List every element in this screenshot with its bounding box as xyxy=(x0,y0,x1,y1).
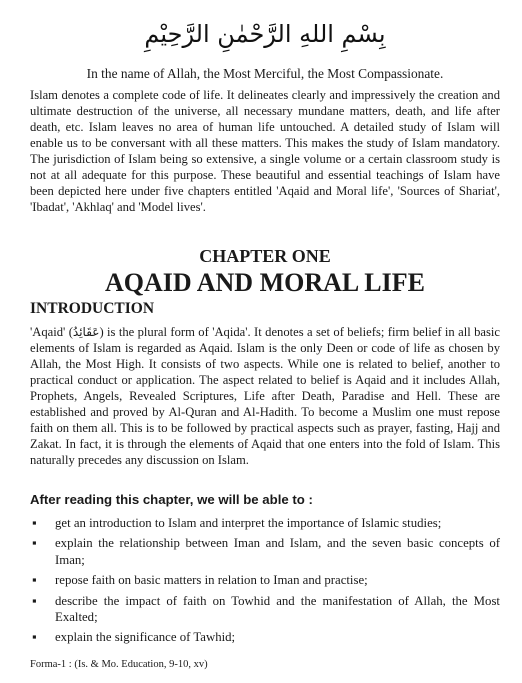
bismillah-calligraphy: بِسْمِ اللهِ الرَّحْمٰنِ الرَّحِيْمِ xyxy=(144,20,386,48)
objective-text: explain the significance of Tawhid; xyxy=(55,630,236,645)
aqaid-paragraph xyxy=(30,324,500,468)
objective-text: repose faith on basic matters in relation to Iman and practise; xyxy=(55,573,368,588)
objective-item xyxy=(30,572,500,588)
aqaid-body: ) is the plural form of 'Aqida'. It denotes a set of beliefs; firm belief in all basic elements of Islam is regarded as Aqaid. Islam is the only Deen or code of life as chosen by Allah, the Most High. It consists of two aspects. While one is related to belief, another to practical conduct or application. The aspect related to belief is Aqaid and it includes Allah, Prophets, Angels, Revealed Scriptures, Life after Death, Paradise and Hell. These are established and proved by Al-Quran and Al-Hadith. To become a Muslim one must repose faith on them all. This is to be followed by practical aspects such as prayer, fasting, Hajj and Zakat. In fact, it is through the elements of Aqaid that one enters into the fold of Islam. This naturally precedes any discussion on Islam. xyxy=(30,325,500,467)
objective-item xyxy=(30,593,500,626)
chapter-number: CHAPTER ONE xyxy=(199,246,331,266)
bullet-icon: ▪ xyxy=(32,593,37,608)
bullet-icon: ▪ xyxy=(32,573,37,588)
objective-text: describe the impact of faith on Towhid and the manifestation of Allah, the Most Exalted; xyxy=(55,593,500,625)
intro-paragraph: Islam denotes a complete code of life. It delineates clearly and impressively the creation and ultimate destruction of the universe, all necessary mundane matters, death, and life after death, etc. Islam leaves no area of human life untouched. A detailed study of Islam will enable us to be conversant with all these matters. This makes the study of Islam mandatory. The jurisdiction of Islam being so extensive, a single volume or a certain classroom study is not at all adequate for this purpose. These beautiful and essential teachings of Islam have been depicted here under five chapters entitled 'Aqaid and Moral life', 'Sources of Shariat', 'Ibadat', 'Akhlaq' and 'Model lives'. xyxy=(30,88,500,214)
aqaid-lead: 'Aqaid' ( xyxy=(30,325,73,339)
objectives-list xyxy=(30,515,500,650)
aqaid-arabic-term: عَقَائِدُ xyxy=(72,325,100,339)
objective-text: explain the relationship between Iman and Islam, and the seven basic concepts of Iman; xyxy=(55,536,500,567)
objective-item xyxy=(30,515,500,531)
document-page xyxy=(30,0,500,683)
page-footer: Forma-1 : (Is. & Mo. Education, 9-10, xv) xyxy=(30,659,208,670)
objective-item xyxy=(30,535,500,568)
objective-text: get an introduction to Islam and interpret the importance of Islamic studies; xyxy=(55,516,442,530)
bullet-icon: ▪ xyxy=(32,516,37,530)
invocation-line: In the name of Allah, the Most Merciful, the Most Compassionate. xyxy=(86,66,444,81)
objectives-heading: After reading this chapter, we will be able to : xyxy=(30,492,313,507)
introduction-heading: INTRODUCTION xyxy=(30,300,155,317)
objective-item xyxy=(30,629,500,645)
bullet-icon: ▪ xyxy=(32,630,37,645)
bullet-icon: ▪ xyxy=(32,536,37,551)
chapter-title: AQAID AND MORAL LIFE xyxy=(105,268,425,297)
